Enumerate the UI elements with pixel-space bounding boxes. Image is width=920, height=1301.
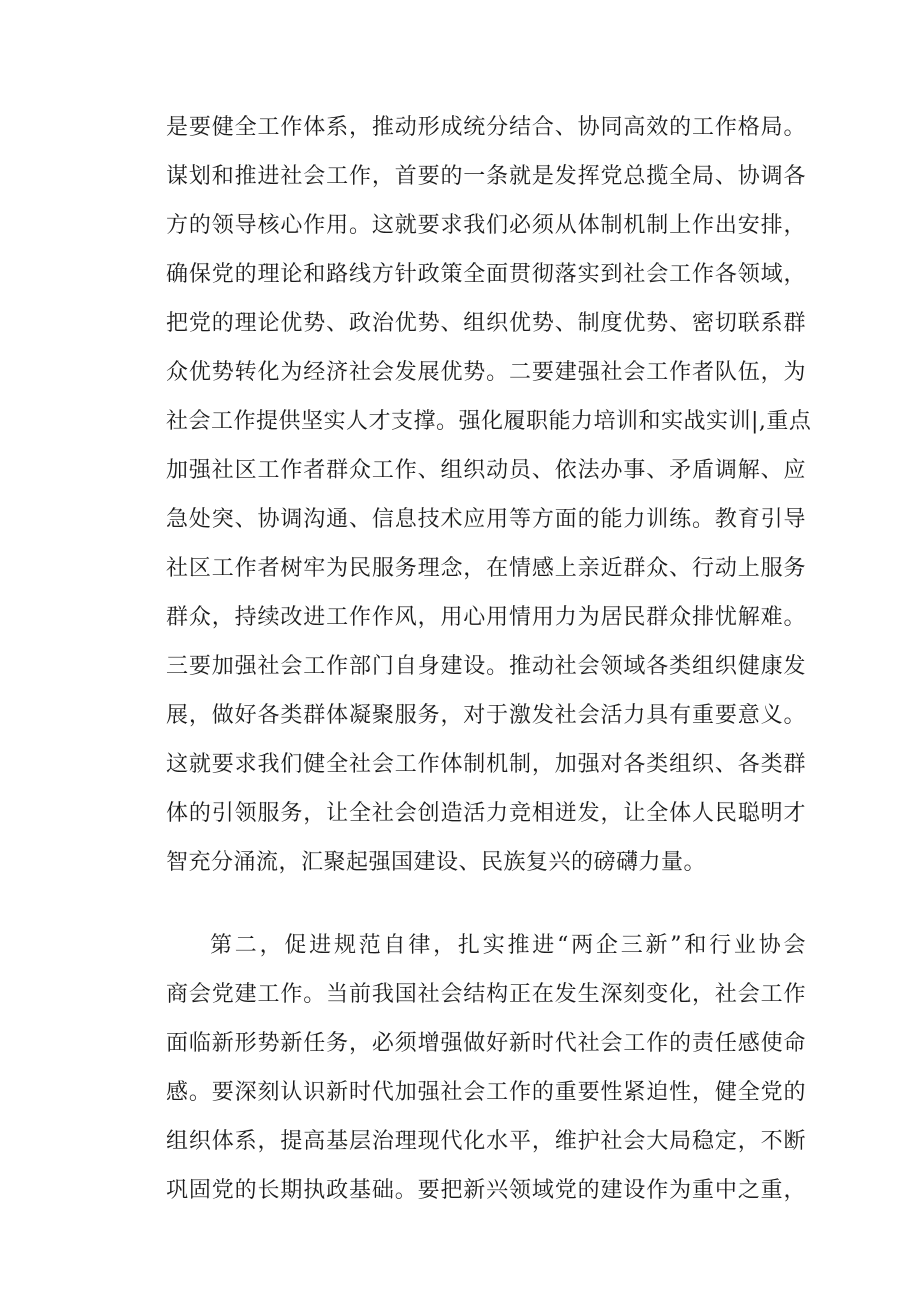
text-line: 是要健全工作体系，推动形成统分结合、协同高效的工作格局。 — [166, 115, 806, 140]
text-line: 加强社区工作者群众工作、组织动员、依法办事、矛盾调解、应 — [166, 458, 806, 483]
paragraph-first-line: 第二，促进规范自律，扎实推进“两企三新”和行业协会 — [210, 933, 806, 958]
text-line: 把党的理论优势、政治优势、组织优势、制度优势、密切联系群 — [166, 311, 806, 336]
text-line: 体的引领服务，让全社会创造活力竞相迸发，让全体人民聪明才 — [166, 801, 806, 826]
text-line: 急处突、协调沟通、信息技术应用等方面的能力训练。教育引导 — [166, 507, 806, 532]
text-line: 方的领导核心作用。这就要求我们必须从体制机制上作出安排， — [166, 213, 806, 238]
text-line: 巩固党的长期执政基础。要把新兴领域党的建设作为重中之重， — [166, 1178, 806, 1203]
text-line: 确保党的理论和路线方针政策全面贯彻落实到社会工作各领域， — [166, 262, 806, 287]
text-line: 社会工作提供坚实人才支撑。强化履职能力培训和实战实训|,重点 — [166, 409, 812, 434]
text-line: 商会党建工作。当前我国社会结构正在发生深刻变化，社会工作 — [166, 982, 806, 1007]
text-line: 众优势转化为经济社会发展优势。二要建强社会工作者队伍，为 — [166, 360, 806, 385]
text-line: 谋划和推进社会工作，首要的一条就是发挥党总揽全局、协调各 — [166, 164, 806, 189]
text-line: 三要加强社会工作部门自身建设。推动社会领域各类组织健康发 — [166, 654, 806, 679]
text-line: 社区工作者树牢为民服务理念，在情感上亲近群众、行动上服务 — [166, 556, 806, 581]
text-line: 群众，持续改进工作作风，用心用情用力为居民群众排忧解难。 — [166, 605, 806, 630]
text-line: 面临新形势新任务，必须增强做好新时代社会工作的责任感使命 — [166, 1031, 806, 1056]
text-line: 感。要深刻认识新时代加强社会工作的重要性紧迫性，健全党的 — [166, 1080, 806, 1105]
text-line: 展，做好各类群体凝聚服务，对于激发社会活力具有重要意义。 — [166, 703, 806, 728]
text-line: 这就要求我们健全社会工作体制机制，加强对各类组织、各类群 — [166, 752, 806, 777]
text-line: 智充分涌流，汇聚起强国建设、民族复兴的磅礴力量。 — [166, 850, 707, 875]
text-line: 组织体系，提高基层治理现代化水平，维护社会大局稳定，不断 — [166, 1129, 806, 1154]
